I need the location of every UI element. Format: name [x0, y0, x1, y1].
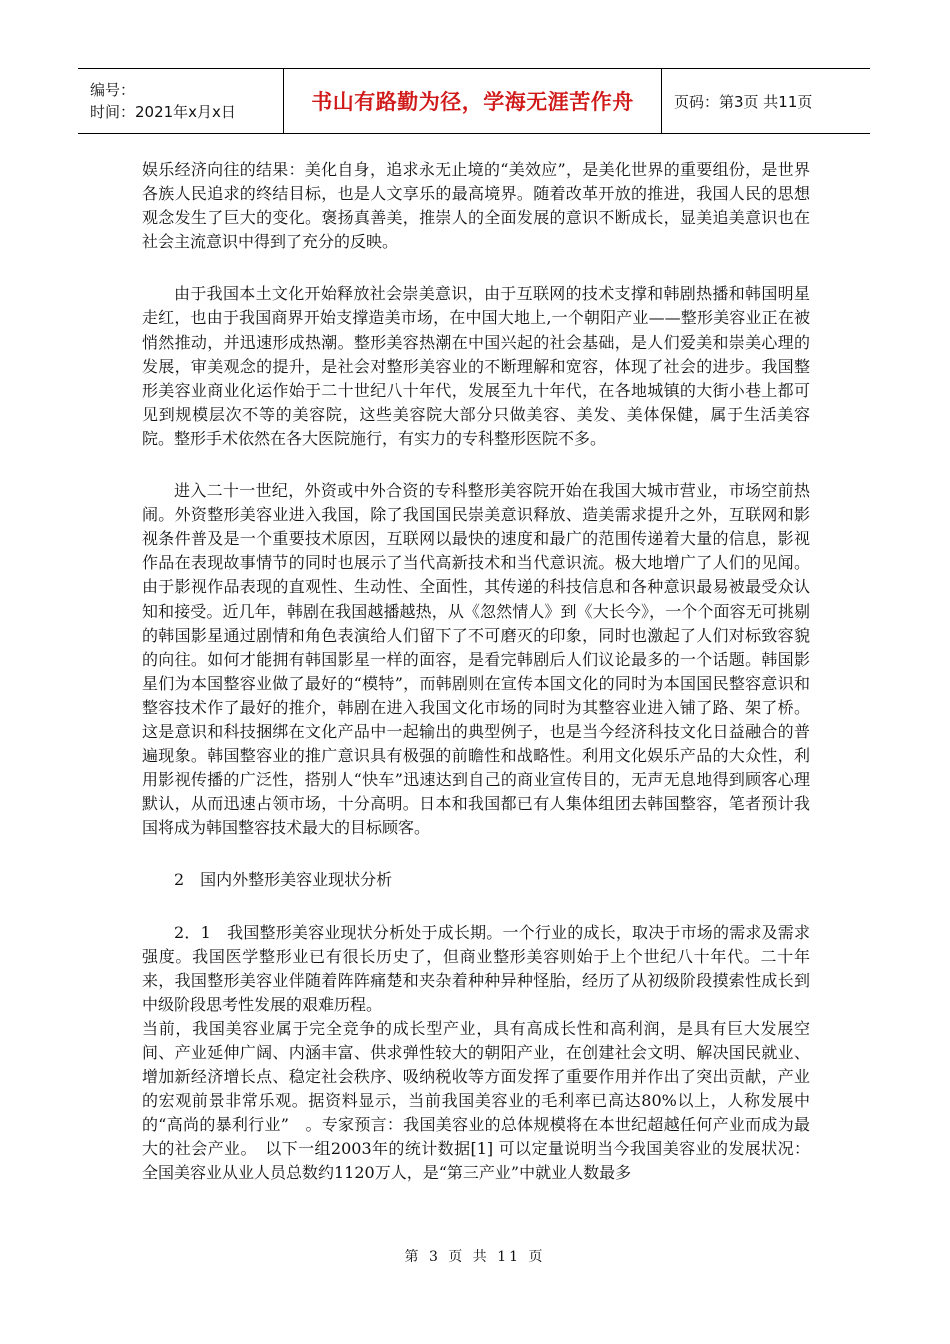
header-meta [78, 69, 284, 133]
document-body [142, 158, 810, 1186]
header-motto [284, 69, 662, 133]
footer-page-number: 第 3 页 共 11 页 [404, 1249, 546, 1265]
motto-text: 书山有路勤为径，学海无涯苦作舟 [311, 90, 634, 114]
header-page-info [662, 69, 870, 133]
paragraph: 当前，我国美容业属于完全竞争的成长型产业，具有高成长性和高利润，是具有巨大发展空间、产业延伸广阔、内涵丰富、供求弹性较大的朝阳产业，在创建社会文明、解决国民就业、增加新经济增长点、稳定社会秩序、吸纳税收等方面发挥了重要作用并作出了突出贡献，产业的宏观前景非常乐观。据资料显示，当前我国美容业的毛利率已高达80%以上，人称发展中的“高尚的暴利行业” 。专家预言：我国美容业的总体规模将在本世纪超越任何产业而成为最大的社会产业。 以下一组2003年的统计数据[1] 可以定量说明当今我国美容业的发展状况：全国美容业从业人员总数约1120万人，是“第三产业”中就业人数最多 [142, 1018, 810, 1183]
header-page-number: 页码：第3页 共11页 [674, 92, 813, 111]
document-date: 时间：2021年x月x日 [90, 103, 236, 121]
document-number: 编号： [90, 81, 136, 99]
paragraph: 娱乐经济向往的结果：美化自身，追求永无止境的“美效应”，是美化世界的重要组份，是世界各族人民追求的终结目标，也是人文享乐的最高境界。随着改革开放的推进，我国人民的思想观念发生了巨大的变化。褒扬真善美，推崇人的全面发展的意识不断成长，显美追美意识也在社会主流意识中得到了充分的反映。 [142, 160, 810, 252]
paragraph: 进入二十一世纪，外资或中外合资的专科整形美容院开始在我国大城市营业，市场空前热闹。外资整形美容业进入我国，除了我国国民崇美意识释放、造美需求提升之外，互联网和影视条件普及是一个重要技术原因，互联网以最快的速度和最广的范围传递着大量的信息，影视作品在表现故事情节的同时也展示了当代高新技术和当代意识流。极大地增广了人们的见闻。由于影视作品表现的直观性、生动性、全面性，其传递的科技信息和各种意识最易被最受众认知和接受。近几年，韩剧在我国越播越热，从《忽然情人》到《大长今》，一个个面容无可挑剔的韩国影星通过剧情和角色表演给人们留下了不可磨灭的印象，同时也激起了人们对标致容貌的向往。如何才能拥有韩国影星一样的面容，是看完韩剧后人们议论最多的一个话题。韩国影星们为本国整容业做了最好的“模特”，而韩剧则在宣传本国文化的同时为本国国民整容意识和整容技术作了最好的推介，韩剧在进入我国文化市场的同时为其整容业进入铺了路、架了桥。这是意识和科技捆绑在文化产品中一起输出的典型例子，也是当今经济科技文化日益融合的普遍现象。韩国整容业的推广意识具有极强的前瞻性和战略性。利用文化娱乐产品的大众性，利用影视传播的广泛性，搭别人“快车”迅速达到自己的商业宣传目的，无声无息地得到顾客心理默认，从而迅速占领市场，十分高明。日本和我国都已有人集体组团去韩国整容，笔者预计我国将成为韩国整容技术最大的目标顾客。 [142, 481, 810, 838]
document-header [78, 68, 870, 134]
page-footer [0, 1246, 950, 1266]
paragraph: 2．1 我国整形美容业现状分析处于成长期。一个行业的成长，取决于市场的需求及需求强度。我国医学整形业已有很长历史了，但商业整形美容则始于上个世纪八十年代。二十年来，我国整形美容业伴随着阵阵痛楚和夹杂着种种异种怪胎，经历了从初级阶段摸索性成长到中级阶段思考性发展的艰难历程。 [142, 922, 810, 1014]
paragraph: 由于我国本土文化开始释放社会崇美意识，由于互联网的技术支撑和韩剧热播和韩国明星走红，也由于我国商界开始支撑造美市场，在中国大地上,一个朝阳产业——整形美容业正在被悄然推动，并迅速形成热潮。整形美容热潮在中国兴起的社会基础，是人们爱美和崇美心理的发展，审美观念的提升，是社会对整形美容业的不断理解和宽容，体现了社会的进步。我国整形美容业商业化运作始于二十世纪八十年代，发展至九十年代，在各地城镇的大街小巷上都可见到规模层次不等的美容院，这些美容院大部分只做美容、美发、美体保健，属于生活美容院。整形手术依然在各大医院施行，有实力的专科整形医院不多。 [142, 284, 810, 448]
section-heading: 2 国内外整形美容业现状分析 [174, 870, 393, 890]
